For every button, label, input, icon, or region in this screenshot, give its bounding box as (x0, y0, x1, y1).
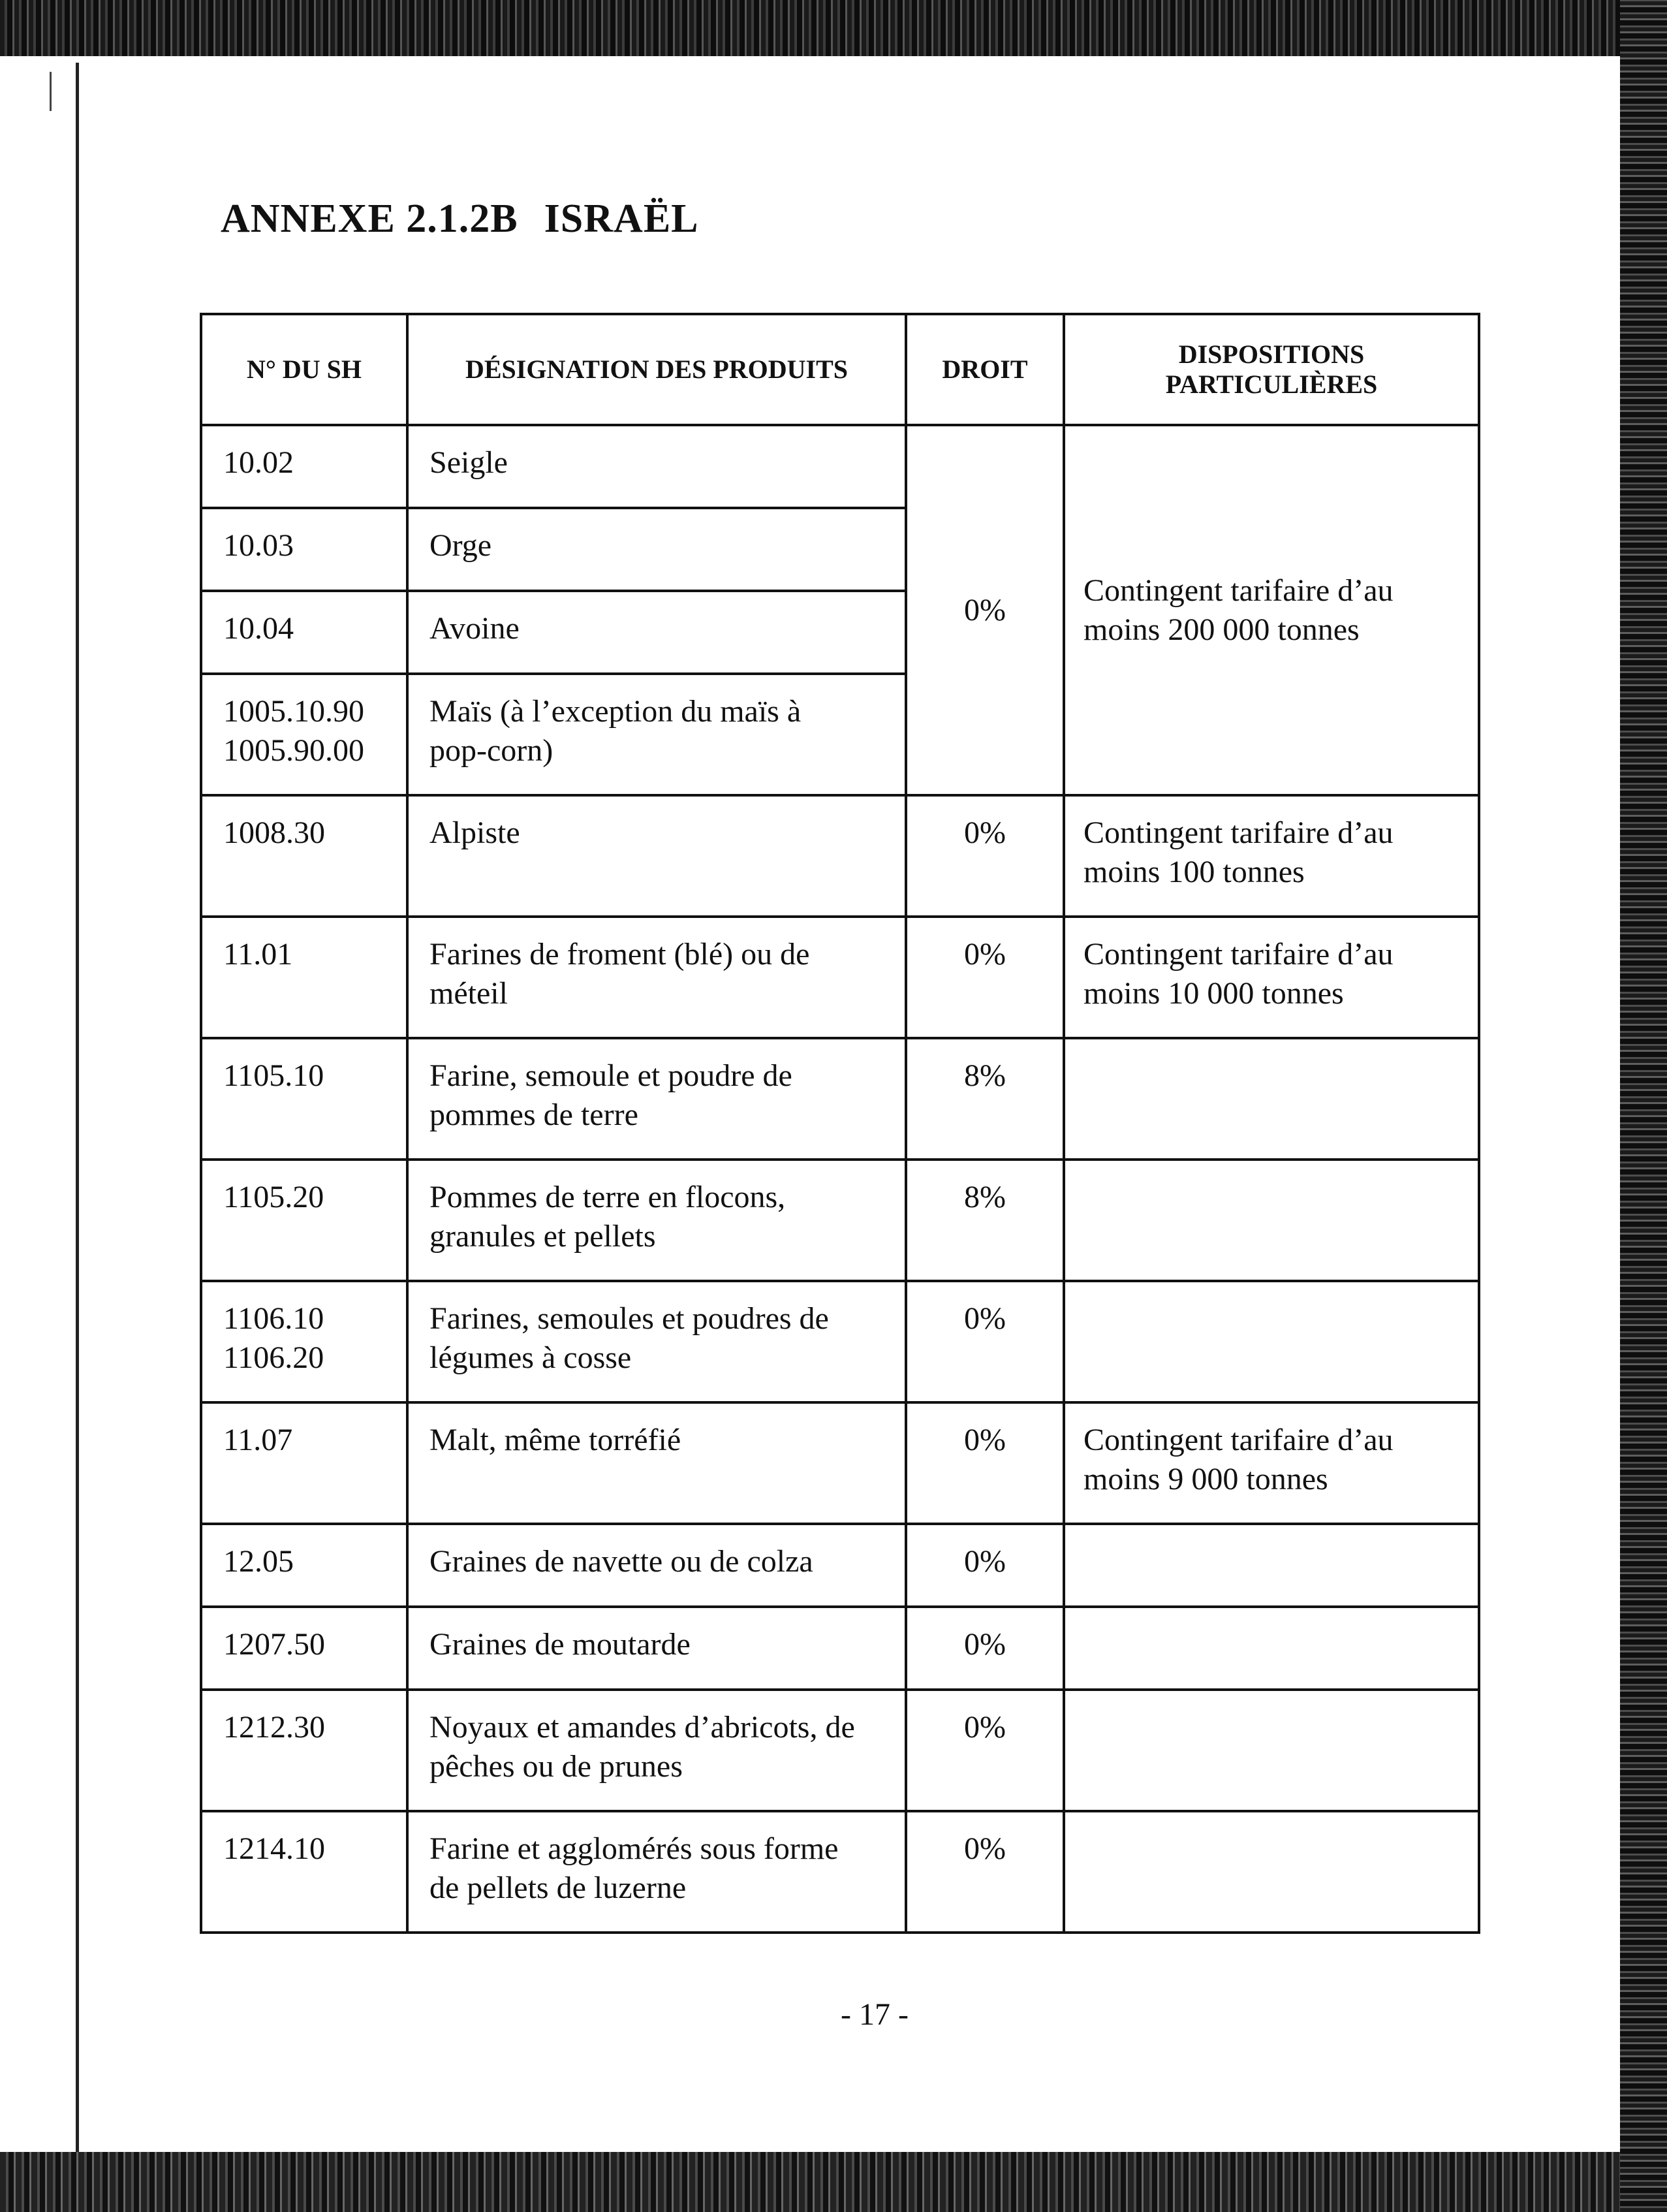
hs-code-cell: 11.07 (201, 1402, 407, 1524)
header-duty: DROIT (906, 314, 1064, 425)
header-code: N° DU SH (201, 314, 407, 425)
title-annex: ANNEXE 2.1.2B (221, 197, 518, 241)
scan-border-top (0, 0, 1667, 56)
table-row (201, 795, 1479, 917)
duty-cell: 8% (906, 1038, 1064, 1160)
hs-code-cell: 1005.10.90 1005.90.00 (201, 674, 407, 795)
duty-cell: 0% (906, 1607, 1064, 1690)
hs-code-cell: 12.05 (201, 1524, 407, 1607)
designation-cell: Noyaux et amandes d’abricots, de pêches ou de prunes (407, 1690, 906, 1811)
designation-cell: Farines de froment (blé) ou de méteil (407, 917, 906, 1038)
dispositions-cell: Contingent tarifaire d’au moins 100 tonnes (1064, 795, 1479, 917)
scan-border-bottom (0, 2152, 1667, 2212)
hs-code-cell: 10.03 (201, 508, 407, 591)
designation-cell: Farine et agglomérés sous forme de pellets de luzerne (407, 1811, 906, 1933)
duty-cell: 0% (906, 917, 1064, 1038)
duty-cell: 0% (906, 1524, 1064, 1607)
hs-code-cell: 1207.50 (201, 1607, 407, 1690)
designation-cell: Maïs (à l’exception du maïs à pop-corn) (407, 674, 906, 795)
table-row (201, 917, 1479, 1038)
dispositions-cell: Contingent tarifaire d’au moins 200 000 tonnes (1064, 425, 1479, 795)
designation-cell: Graines de moutarde (407, 1607, 906, 1690)
header-designation: DÉSIGNATION DES PRODUITS (407, 314, 906, 425)
designation-cell: Orge (407, 508, 906, 591)
table-row (201, 1160, 1479, 1281)
dispositions-cell (1064, 1607, 1479, 1690)
hs-code-cell: 1105.10 (201, 1038, 407, 1160)
dispositions-cell: Contingent tarifaire d’au moins 10 000 tonnes (1064, 917, 1479, 1038)
hs-code-cell: 1106.10 1106.20 (201, 1281, 407, 1402)
dispositions-cell (1064, 1524, 1479, 1607)
duty-cell: 8% (906, 1160, 1064, 1281)
dispositions-cell: Contingent tarifaire d’au moins 9 000 tonnes (1064, 1402, 1479, 1524)
tariff-table (200, 313, 1480, 1934)
duty-cell: 0% (906, 795, 1064, 917)
table-row (201, 1402, 1479, 1524)
designation-cell: Seigle (407, 425, 906, 508)
table-row (201, 1811, 1479, 1933)
dispositions-cell (1064, 1690, 1479, 1811)
designation-cell: Malt, même torréfié (407, 1402, 906, 1524)
duty-cell: 0% (906, 1811, 1064, 1933)
page-number: - 17 - (841, 1997, 909, 2032)
table-row (201, 425, 1479, 508)
designation-cell: Farines, semoules et poudres de légumes à cosse (407, 1281, 906, 1402)
hs-code-cell: 10.04 (201, 591, 407, 674)
dispositions-cell (1064, 1281, 1479, 1402)
title-country: ISRAËL (544, 197, 699, 241)
table-row (201, 1524, 1479, 1607)
designation-cell: Farine, semoule et poudre de pommes de terre (407, 1038, 906, 1160)
margin-mark (50, 72, 52, 111)
hs-code-cell: 1214.10 (201, 1811, 407, 1933)
hs-code-cell: 1008.30 (201, 795, 407, 917)
dispositions-cell (1064, 1038, 1479, 1160)
table-row (201, 1690, 1479, 1811)
dispositions-cell (1064, 1811, 1479, 1933)
table-row (201, 1038, 1479, 1160)
designation-cell: Avoine (407, 591, 906, 674)
binding-margin-line (76, 63, 79, 2152)
dispositions-cell (1064, 1160, 1479, 1281)
table-row (201, 1607, 1479, 1690)
table-header-row (201, 314, 1479, 425)
scan-border-right (1620, 0, 1667, 2212)
hs-code-cell: 1212.30 (201, 1690, 407, 1811)
designation-cell: Alpiste (407, 795, 906, 917)
hs-code-cell: 1105.20 (201, 1160, 407, 1281)
designation-cell: Graines de navette ou de colza (407, 1524, 906, 1607)
header-dispositions: DISPOSITIONS PARTICULIÈRES (1064, 314, 1479, 425)
hs-code-cell: 11.01 (201, 917, 407, 1038)
duty-cell: 0% (906, 1690, 1064, 1811)
page-title (221, 196, 699, 242)
duty-cell: 0% (906, 1402, 1064, 1524)
designation-cell: Pommes de terre en flocons, granules et pellets (407, 1160, 906, 1281)
table-body (201, 425, 1479, 1933)
table-row (201, 1281, 1479, 1402)
duty-cell: 0% (906, 425, 1064, 795)
hs-code-cell: 10.02 (201, 425, 407, 508)
duty-cell: 0% (906, 1281, 1064, 1402)
